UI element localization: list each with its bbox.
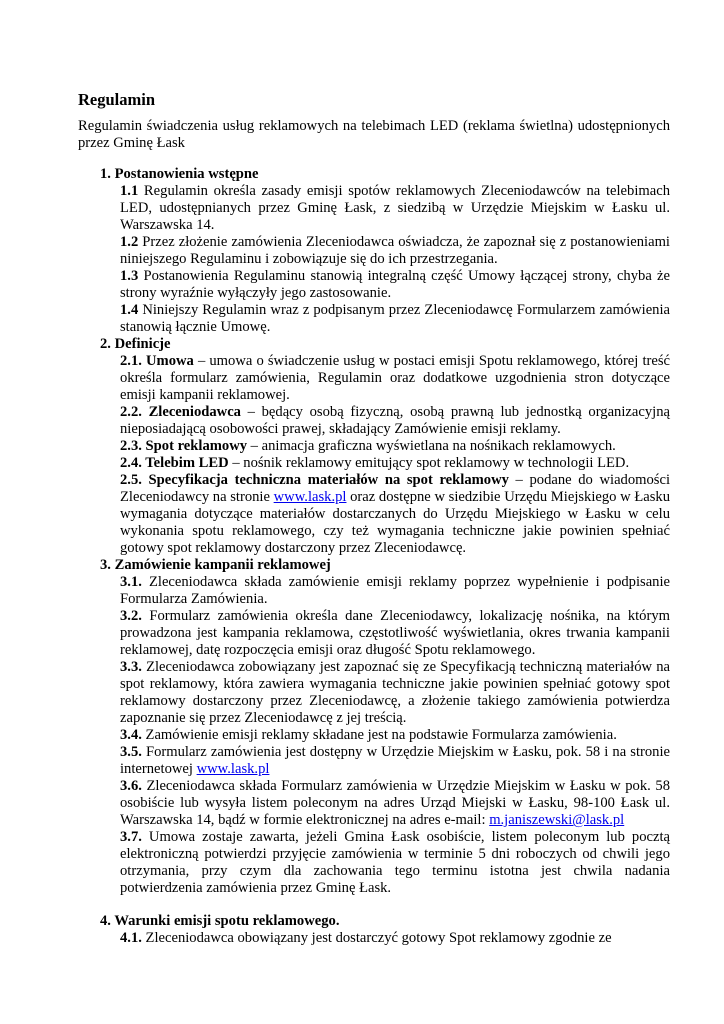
definition-term: 2.4. Telebim LED <box>120 455 229 471</box>
clause-number: 1.4 <box>120 302 139 318</box>
document-intro: Regulamin świadczenia usług reklamowych na telebimach LED (reklama świetlna) udostępnionych przez Gminę Łask <box>78 118 670 151</box>
clause-3-1 <box>120 574 670 608</box>
clause-text: Zleceniodawca obowiązany jest dostarczyć gotowy Spot reklamowy zgodnie ze <box>141 930 612 946</box>
clause-text: Przez złożenie zamówienia Zleceniodawca oświadcza, że zapoznał się z postanowieniami niniejszego Regulaminu i zobowiązuje się do ich przestrzegania. <box>120 234 670 267</box>
clause-number: 3.6. <box>120 778 142 794</box>
clause-text: Formularz zamówienia określa dane Zleceniodawcy, lokalizację nośnika, na którym prowadzona jest kampania reklamowa, częstotliwość wyświetlania, okres trwania kampanii reklamowej, datę rozpoczęcia emisji oraz długość Spotu reklamowego. <box>120 608 670 658</box>
definition-umowa <box>120 353 670 404</box>
clause-number: 3.2. <box>120 608 142 624</box>
section-4-heading: 4. Warunki emisji spotu reklamowego. <box>100 913 340 929</box>
clause-text: Zleceniodawca składa Formularz zamówienia w Urzędzie Miejskim w Łasku w pok. 58 osobiście lub wysyła listem poleconym na adres Urząd Miejski w Łasku, 98-100 Łask ul. Warszawska 14, bądź w formie elektronicznej na adres e-mail: <box>120 778 670 828</box>
clause-3-3 <box>120 659 670 727</box>
clause-number: 3.1. <box>120 574 142 590</box>
clause-3-6 <box>120 778 670 829</box>
definition-term: 2.1. Umowa <box>120 353 194 369</box>
definition-specyfikacja <box>120 472 670 557</box>
clause-text: Zleceniodawca zobowiązany jest zapoznać się ze Specyfikacją techniczną materiałów na spot reklamowy, która zawiera wymagania techniczne jakie powinien spełniać gotowy spot reklamowy dostarczony przez Zleceniodawcę, a złożenie takiego zamówienia potwierdza zapoznanie się przez Zleceniodawcę z jej treścią. <box>120 659 670 726</box>
definition-term: 2.2. Zleceniodawca <box>120 404 241 420</box>
clause-text: Zleceniodawca składa zamówienie emisji reklamy poprzez wypełnienie i podpisanie Formularza Zamówienia. <box>120 574 670 607</box>
section-2-heading: 2. Definicje <box>100 336 171 352</box>
clause-number: 3.4. <box>120 727 142 743</box>
document-page <box>78 90 670 947</box>
lask-website-link[interactable]: www.lask.pl <box>196 761 270 777</box>
definition-spot-reklamowy <box>120 438 670 455</box>
definition-term: 2.3. Spot reklamowy <box>120 438 248 454</box>
clause-number: 3.3. <box>120 659 142 675</box>
clause-text: Niniejszy Regulamin wraz z podpisanym przez Zleceniodawcę Formularzem zamówienia stanowią łącznie Umowę. <box>120 302 670 335</box>
definition-text: – animacja graficzna wyświetlana na nośnikach reklamowych. <box>247 438 616 454</box>
definition-text: – będący osobą fizyczną, osobą prawną lub jednostką organizacyjną nieposiadającą osobowości prawej, składający Zamówienie emisji reklamy. <box>120 404 670 437</box>
clause-text: Umowa zostaje zawarta, jeżeli Gmina Łask osobiście, listem poleconym lub pocztą elektroniczną potwierdzi przyjęcie zamówienia w terminie 5 dni roboczych od chwili jego otrzymania, przy czym dla zachowania tego terminu istotna jest chwila nadania potwierdzenia zamówienia przez Gminę Łask. <box>120 829 670 896</box>
clause-text: Zamówienie emisji reklamy składane jest na podstawie Formularza zamówienia. <box>141 727 617 743</box>
clause-1-4 <box>120 302 670 336</box>
clause-3-4 <box>120 727 670 744</box>
clause-4-1 <box>120 930 670 947</box>
section-1-heading: 1. Postanowienia wstępne <box>100 166 259 182</box>
clause-3-7 <box>120 829 670 897</box>
clause-number: 4.1. <box>120 930 142 946</box>
clause-text: Postanowienia Regulaminu stanowią integralną część Umowy łączącej strony, chyba że strony wyraźnie wyłączyły jego zastosowanie. <box>120 268 670 301</box>
clause-number: 3.7. <box>120 829 142 845</box>
clause-3-2 <box>120 608 670 659</box>
clause-1-2 <box>120 234 670 268</box>
definition-text-continued: oraz dostępne w siedzibie Urzędu Miejskiego w Łasku wymagania dotyczące materiałów dostarczanych do Urzędu Miejskiego w Łasku w celu wykonania spotu reklamowego, czy też wymagania techniczne jakie powinien spełniać gotowy spot reklamowy dostarczony przez Zleceniodawcę. <box>120 489 671 556</box>
email-link[interactable]: m.janiszewski@lask.pl <box>489 812 625 828</box>
definition-text: – podane do wiadomości Zleceniodawcy na stronie <box>120 472 670 505</box>
definition-term: 2.5. Specyfikacja techniczna materiałów na spot reklamowy <box>120 472 509 488</box>
clause-text: Formularz zamówienia jest dostępny w Urzędzie Miejskim w Łasku, pok. 58 i na stronie internetowej <box>120 744 670 777</box>
clause-number: 3.5. <box>120 744 142 760</box>
document-title: Regulamin <box>78 90 156 109</box>
clause-1-1 <box>120 183 670 234</box>
clause-number: 1.3 <box>120 268 139 284</box>
clause-text: Regulamin określa zasady emisji spotów reklamowych Zleceniodawców na telebimach LED, udostępnianych przez Gminę Łask, z siedzibą w Urzędzie Miejskim w Łasku ul. Warszawska 14. <box>120 183 670 233</box>
section-3-heading: 3. Zamówienie kampanii reklamowej <box>100 557 331 573</box>
clause-number: 1.2 <box>120 234 139 250</box>
definition-telebim-led <box>120 455 670 472</box>
definition-text: – nośnik reklamowy emitujący spot reklamowy w technologii LED. <box>228 455 630 471</box>
definition-zleceniodawca <box>120 404 670 438</box>
clause-1-3 <box>120 268 670 302</box>
definition-text: – umowa o świadczenie usług w postaci emisji Spotu reklamowego, której treść określa formularz zamówienia, Regulamin oraz dodatkowe uzgodnienia stron dotyczące emisji kampanii reklamowej. <box>120 353 670 403</box>
lask-website-link[interactable]: www.lask.pl <box>273 489 347 505</box>
clause-number: 1.1 <box>120 183 139 199</box>
clause-3-5 <box>120 744 670 778</box>
